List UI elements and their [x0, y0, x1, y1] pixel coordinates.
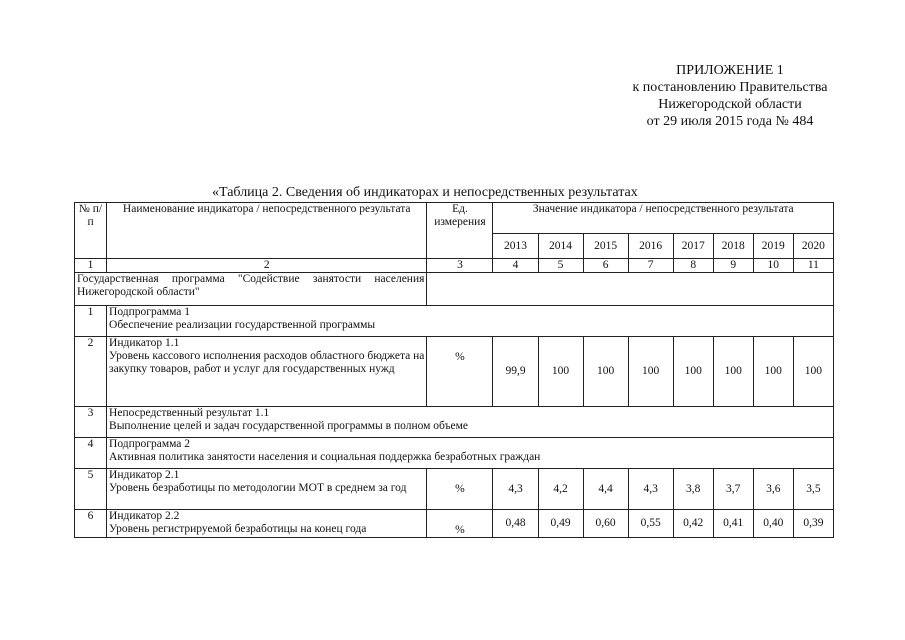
col-number: 3	[427, 259, 493, 273]
table-row	[75, 469, 834, 510]
year-cell: 2015	[583, 234, 628, 259]
row-text: Уровень кассового исполнения расходов областного бюджета на закупку товаров, работ и услуг для государственных нужд	[109, 350, 425, 375]
program-empty	[427, 273, 834, 306]
appendix-header	[600, 62, 860, 130]
year-cell: 2016	[628, 234, 673, 259]
header-value: Значение индикатора / непосредственного результата	[493, 203, 834, 234]
value-cell: 0,41	[713, 510, 753, 538]
value-cell: 100	[583, 337, 628, 407]
program-name: Государственная программа "Содействие занятости населения Нижегородской области"	[75, 273, 427, 306]
appendix-title: ПРИЛОЖЕНИЕ 1	[676, 63, 784, 78]
header-unit: Ед. измерения	[427, 203, 493, 259]
row-unit: %	[427, 337, 493, 407]
appendix-date: от 29 июля 2015 года № 484	[646, 114, 814, 129]
appendix-line: к постановлению Правительства	[632, 80, 828, 95]
year-cell: 2013	[493, 234, 538, 259]
value-cell: 3,8	[673, 469, 713, 510]
value-cell: 0,40	[753, 510, 793, 538]
appendix-line: Нижегородской области	[658, 97, 802, 112]
row-title: Индикатор 2.1	[109, 469, 180, 481]
value-cell: 0,39	[793, 510, 833, 538]
value-cell: 100	[673, 337, 713, 407]
col-number: 7	[628, 259, 673, 273]
table-row	[75, 407, 834, 438]
header-row	[75, 203, 834, 234]
row-num: 1	[75, 306, 107, 337]
value-cell: 0,55	[628, 510, 673, 538]
year-cell: 2018	[713, 234, 753, 259]
col-number: 2	[107, 259, 427, 273]
row-title: Индикатор 1.1	[109, 337, 180, 349]
value-cell: 0,42	[673, 510, 713, 538]
column-numbers-row	[75, 259, 834, 273]
value-cell: 0,60	[583, 510, 628, 538]
value-cell: 4,3	[493, 469, 538, 510]
col-number: 5	[538, 259, 583, 273]
row-title: Подпрограмма 2	[109, 438, 191, 450]
col-number: 9	[713, 259, 753, 273]
col-number: 11	[793, 259, 833, 273]
year-cell: 2019	[753, 234, 793, 259]
row-description	[107, 337, 427, 407]
row-text: Уровень безработицы по методологии МОТ в среднем за год	[109, 482, 407, 494]
value-cell: 3,7	[713, 469, 753, 510]
row-num: 6	[75, 510, 107, 538]
row-description	[107, 407, 834, 438]
col-number: 10	[753, 259, 793, 273]
row-unit: %	[427, 469, 493, 510]
row-text: Уровень регистрируемой безработицы на конец года	[109, 523, 367, 535]
table-row	[75, 510, 834, 538]
value-cell: 100	[538, 337, 583, 407]
program-row	[75, 273, 834, 306]
value-cell: 0,48	[493, 510, 538, 538]
table-row	[75, 306, 834, 337]
value-cell: 99,9	[493, 337, 538, 407]
value-cell: 100	[793, 337, 833, 407]
value-cell: 3,6	[753, 469, 793, 510]
row-num: 4	[75, 438, 107, 469]
row-description	[107, 510, 427, 538]
value-cell: 100	[713, 337, 753, 407]
value-cell: 100	[628, 337, 673, 407]
row-title: Подпрограмма 1	[109, 306, 191, 318]
year-cell: 2014	[538, 234, 583, 259]
value-cell: 100	[753, 337, 793, 407]
header-num: № п/п	[75, 203, 107, 259]
row-num: 3	[75, 407, 107, 438]
table-title: «Таблица 2. Сведения об индикаторах и непосредственных результатах	[212, 185, 638, 200]
row-text: Активная политика занятости населения и социальная поддержка безработных граждан	[109, 451, 541, 463]
value-cell: 4,2	[538, 469, 583, 510]
table-row	[75, 337, 834, 407]
row-num: 5	[75, 469, 107, 510]
value-cell: 3,5	[793, 469, 833, 510]
value-cell: 4,3	[628, 469, 673, 510]
col-number: 6	[583, 259, 628, 273]
row-title: Индикатор 2.2	[109, 510, 180, 522]
row-num: 2	[75, 337, 107, 407]
row-title: Непосредственный результат 1.1	[109, 407, 270, 419]
row-unit: %	[427, 510, 493, 538]
indicators-table	[74, 202, 834, 538]
row-description	[107, 469, 427, 510]
year-cell: 2020	[793, 234, 833, 259]
col-number: 8	[673, 259, 713, 273]
col-number: 1	[75, 259, 107, 273]
header-name: Наименование индикатора / непосредственного результата	[107, 203, 427, 259]
row-description	[107, 438, 834, 469]
col-number: 4	[493, 259, 538, 273]
row-text: Выполнение целей и задач государственной программы в полном объеме	[109, 420, 469, 432]
value-cell: 0,49	[538, 510, 583, 538]
value-cell: 4,4	[583, 469, 628, 510]
row-text: Обеспечение реализации государственной программы	[109, 319, 376, 331]
year-cell: 2017	[673, 234, 713, 259]
row-description	[107, 306, 834, 337]
table-row	[75, 438, 834, 469]
